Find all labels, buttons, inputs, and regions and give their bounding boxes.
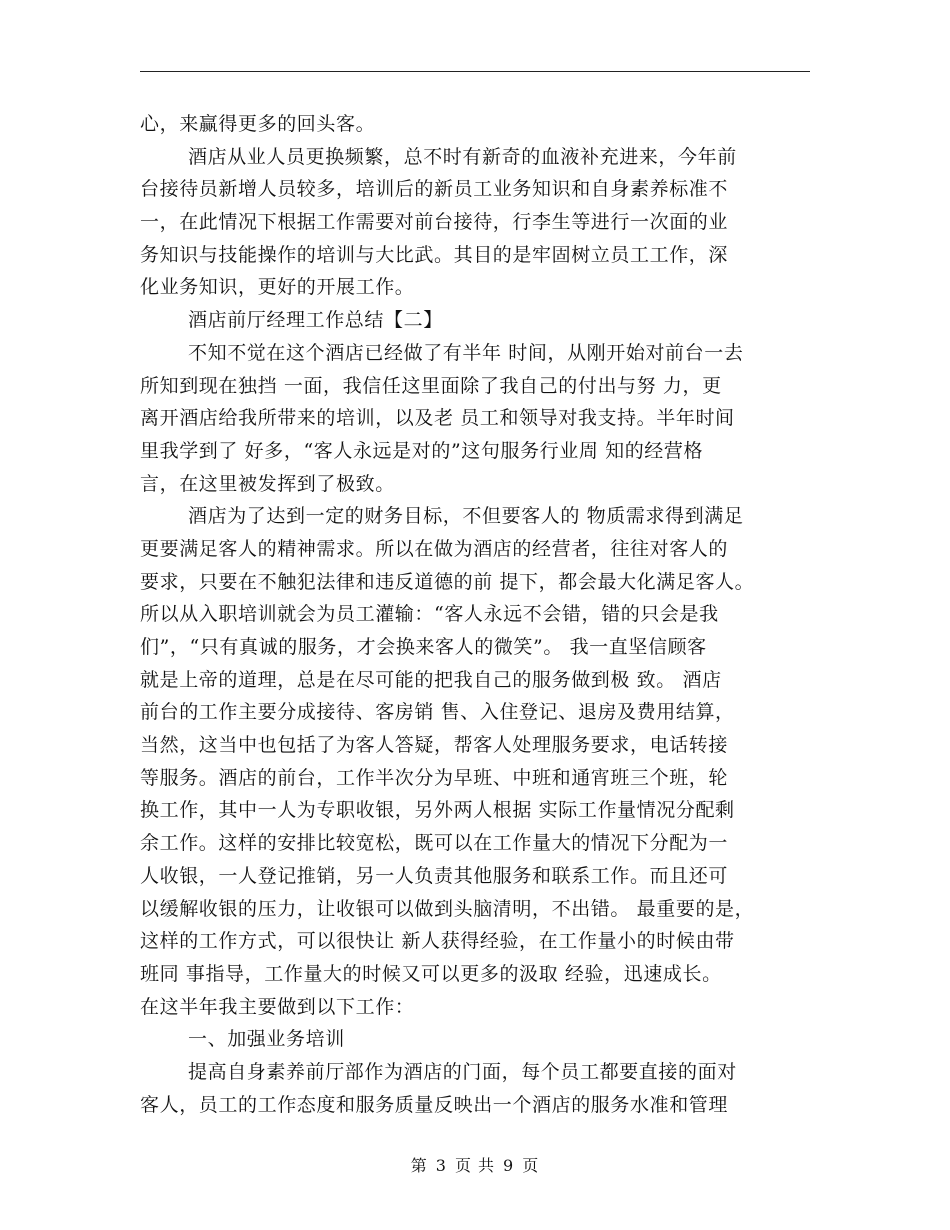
- text-line: 更要满足客人的精神需求。所以在做为酒店的经营者，往往对客人的: [140, 537, 729, 560]
- footer-total-pages: 9: [503, 1156, 515, 1175]
- header-rule: [140, 71, 810, 72]
- text-line: 心，来赢得更多的回头客。: [140, 113, 376, 135]
- text-line: 前台的工作主要分成接待、客房销 售、入住登记、退房及费用结算，: [140, 701, 735, 724]
- text-line: 等服务。酒店的前台，工作半次分为早班、中班和通宵班三个班，轮: [140, 766, 729, 789]
- text-line: 余工作。这样的安排比较宽松，既可以在工作量大的情况下分配为一: [140, 832, 729, 855]
- footer-prefix: 第: [410, 1156, 428, 1175]
- text-line: 所以从入职培训就会为员工灌输：“客人永远不会错，错的只会是我: [140, 603, 719, 626]
- text-line: 一、加强业务培训: [188, 1028, 345, 1051]
- text-line: 离开酒店给我所带来的培训，以及老 员工和领导对我支持。半年时间: [140, 407, 735, 430]
- text-line: 以缓解收银的压力，让收银可以做到头脑清明，不出错。 最重要的是，: [140, 897, 755, 920]
- text-line: 班同 事指导，工作量大的时候又可以更多的汲取 经验，迅速成长。: [140, 962, 722, 985]
- text-line: 一，在此情况下根据工作需要对前台接待，行李生等进行一次面的业: [140, 211, 729, 234]
- footer-suffix: 页: [522, 1156, 540, 1175]
- text-line: 人收银，一人登记推销，另一人负责其他服务和联系工作。而且还可: [140, 864, 729, 887]
- text-line: 酒店从业人员更换频繁，总不时有新奇的血液补充进来，今年前: [188, 145, 737, 168]
- text-line: 换工作，其中一人为专职收银，另外两人根据 实际工作量情况分配剩: [140, 799, 735, 822]
- document-body: [140, 108, 820, 1121]
- text-line: 当然，这当中也包括了为客人答疑，帮客人处理服务要求，电话转接: [140, 734, 729, 757]
- page-footer: [0, 1153, 950, 1176]
- text-line: 酒店前厅经理工作总结【二】: [188, 309, 443, 332]
- text-line: 里我学到了 好多，“客人永远是对的”这句服务行业周 知的经营格: [140, 439, 704, 462]
- text-line: 这样的工作方式，可以很快让 新人获得经验，在工作量小的时候由带: [140, 930, 735, 953]
- text-line: 不知不觉在这个酒店已经做了有半年 时间，从刚开始对前台一去: [188, 341, 744, 364]
- text-line: 要求，只要在不触犯法律和违反道德的前 提下，都会最大化满足客人。: [140, 570, 755, 593]
- text-line: 所知到现在独挡 一面，我信任这里面除了我自己的付出与努 力，更: [140, 374, 722, 397]
- text-line: 言，在这里被发挥到了极致。: [140, 472, 395, 495]
- text-line: 提高自身素养前厅部作为酒店的门面，每个员工都要直接的面对: [188, 1060, 737, 1083]
- text-line: 们”，“只有真诚的服务，才会换来客人的微笑”。 我一直坚信顾客: [140, 636, 707, 658]
- footer-page-number: 3: [435, 1156, 447, 1175]
- text-line: 客人，员工的工作态度和服务质量反映出一个酒店的服务水准和管理: [140, 1093, 729, 1116]
- text-line: 务知识与技能操作的培训与大比武。其目的是牢固树立员工工作，深: [140, 243, 729, 266]
- footer-middle: 页 共: [454, 1156, 496, 1175]
- text-line: 台接待员新增人员较多，培训后的新员工业务知识和自身素养标准不: [140, 178, 729, 201]
- text-line: 就是上帝的道理，总是在尽可能的把我自己的服务做到极 致。 酒店: [140, 668, 722, 691]
- text-line: 酒店为了达到一定的财务目标，不但要客人的 物质需求得到满足: [188, 505, 744, 528]
- text-line: 在这半年我主要做到以下工作：: [140, 995, 415, 1018]
- text-line: 化业务知识，更好的开展工作。: [140, 276, 415, 299]
